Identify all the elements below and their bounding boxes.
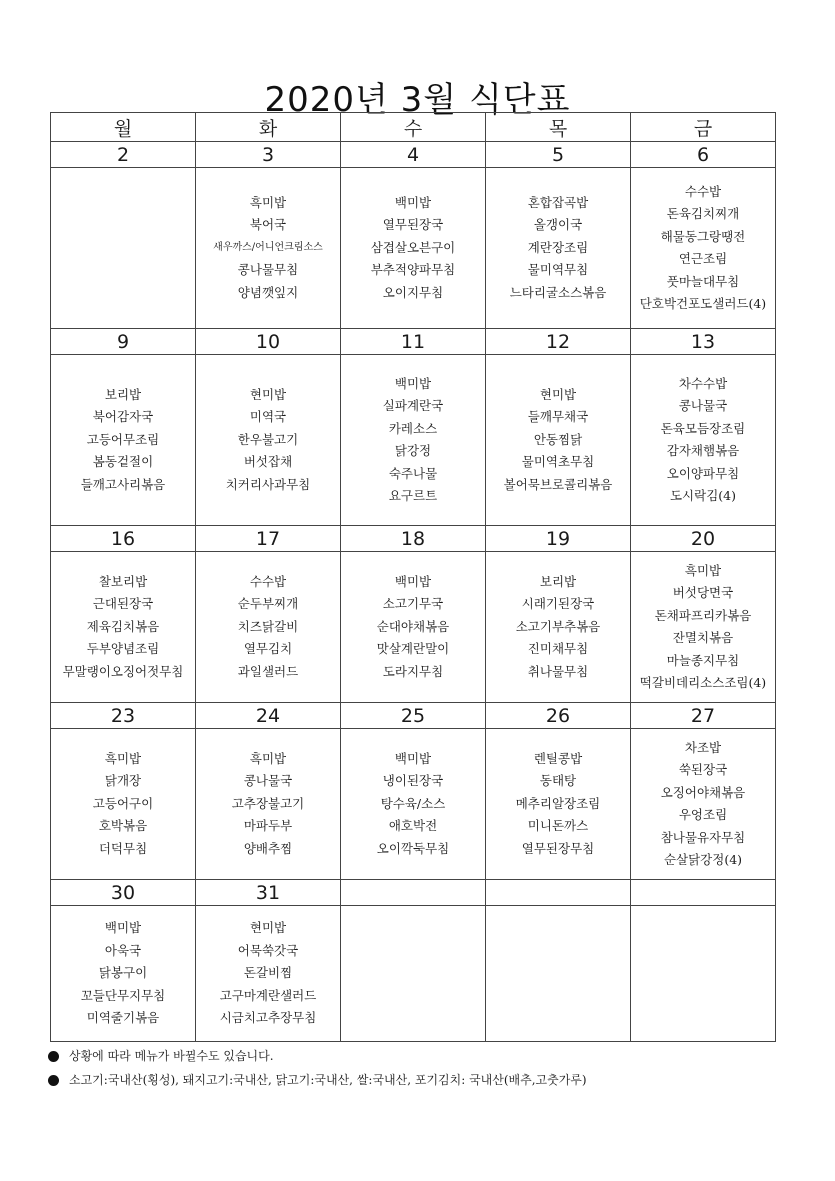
menu-item: 시래기된장국 (521, 596, 595, 612)
menu-item: 계란장조림 (527, 239, 589, 255)
bullet-icon (48, 1051, 59, 1062)
menu-cell (341, 355, 486, 526)
menu-item: 올갱이국 (533, 217, 583, 233)
menu-item: 마파두부 (243, 818, 293, 834)
bullet-icon (48, 1075, 59, 1086)
menu-cell (486, 552, 631, 703)
menu-item: 콩나물국 (243, 773, 293, 789)
menu-item: 물미역초무침 (521, 454, 595, 470)
menu-item: 열무된장국 (382, 217, 444, 233)
menu-cell (486, 168, 631, 329)
menu-cell (486, 906, 631, 1042)
date-cell: 5 (486, 142, 631, 168)
menu-item: 찰보리밥 (98, 573, 148, 589)
menu-cell (51, 552, 196, 703)
menu-item: 물미역무침 (527, 262, 589, 278)
date-cell (486, 880, 631, 906)
date-cell: 6 (631, 142, 776, 168)
menu-item: 닭봉구이 (98, 965, 148, 981)
weekday-header: 월 (51, 113, 196, 142)
menu-item: 마늘종지무침 (666, 652, 740, 668)
menu-item: 도라지무침 (382, 663, 444, 679)
date-cell: 26 (486, 703, 631, 729)
menu-item: 과일샐러드 (237, 663, 299, 679)
menu-item: 취나물무침 (527, 663, 589, 679)
menu-item: 근대된장국 (92, 596, 154, 612)
date-cell: 30 (51, 880, 196, 906)
menu-item: 고등어무조림 (86, 431, 160, 447)
menu-item: 수수밥 (684, 183, 722, 199)
date-cell: 20 (631, 526, 776, 552)
menu-item: 한우불고기 (237, 431, 299, 447)
menu-item: 버섯당면국 (672, 585, 734, 600)
date-cell: 4 (341, 142, 486, 168)
menu-item: 현미밥 (539, 386, 577, 402)
menu-item: 무말랭이오징어젓무침 (62, 663, 184, 679)
menu-item: 시금치고추장무침 (219, 1010, 317, 1026)
notes-section (48, 1044, 788, 1092)
menu-cell (51, 906, 196, 1042)
menu-item: 보리밥 (539, 573, 577, 589)
menu-item: 오징어야채볶음 (660, 784, 746, 800)
menu-item: 순두부찌개 (237, 596, 299, 612)
date-row (51, 703, 776, 729)
menu-item: 닭강정 (394, 443, 432, 458)
date-cell: 24 (196, 703, 341, 729)
menu-item: 들깨고사리볶음 (80, 476, 166, 492)
note-item (48, 1068, 788, 1092)
menu-cell (631, 729, 776, 880)
menu-cell (631, 355, 776, 526)
menu-item: 오이지무침 (382, 284, 444, 300)
menu-item: 수수밥 (249, 573, 287, 589)
menu-item: 치커리사과무침 (225, 476, 311, 492)
menu-item: 차수수밥 (678, 375, 728, 391)
menu-item: 치즈닭갈비 (237, 618, 299, 634)
date-cell: 12 (486, 329, 631, 355)
menu-item: 백미밥 (394, 750, 432, 766)
menu-item: 오이깍둑무침 (376, 840, 450, 856)
date-cell: 31 (196, 880, 341, 906)
weekday-header: 목 (486, 113, 631, 142)
menu-item: 콩나물국 (678, 398, 728, 413)
menu-item: 백미밥 (394, 194, 432, 210)
menu-item: 풋마늘대무침 (666, 273, 740, 289)
menu-cell (341, 168, 486, 329)
date-cell: 16 (51, 526, 196, 552)
date-row (51, 329, 776, 355)
menu-item: 부추적양파무침 (370, 262, 456, 278)
menu-item: 떡갈비데리소스조림(4) (639, 675, 767, 690)
menu-item: 봄동겉절이 (92, 454, 154, 470)
date-cell: 25 (341, 703, 486, 729)
menu-cell (196, 729, 341, 880)
menu-item: 북어감자국 (92, 409, 154, 425)
menu-item: 어묵쑥갓국 (237, 942, 299, 958)
menu-item: 고추장불고기 (231, 795, 305, 811)
menu-row (51, 552, 776, 703)
menu-item: 보리밥 (104, 386, 142, 402)
menu-item: 호박볶음 (98, 818, 148, 834)
menu-cell (51, 729, 196, 880)
menu-item: 새우까스/어니언크림소스 (213, 241, 323, 253)
date-row (51, 142, 776, 168)
menu-item: 열무된장무침 (521, 840, 595, 856)
weekday-header-row (51, 113, 776, 142)
menu-row (51, 729, 776, 880)
menu-item: 꼬들단무지무침 (80, 987, 166, 1003)
date-cell: 13 (631, 329, 776, 355)
menu-item: 미역줄기볶음 (86, 1010, 160, 1026)
menu-cell (196, 355, 341, 526)
menu-item: 메추리알장조림 (515, 795, 601, 811)
menu-item: 양배추찜 (243, 840, 293, 856)
date-cell: 17 (196, 526, 341, 552)
menu-row (51, 355, 776, 526)
menu-item: 동태탕 (539, 773, 577, 789)
menu-item: 렌틸콩밥 (533, 750, 583, 766)
menu-item: 볼어묵브로콜리볶음 (503, 476, 613, 492)
date-cell: 23 (51, 703, 196, 729)
menu-item: 흑미밥 (249, 750, 287, 766)
meal-calendar-table (50, 112, 776, 1042)
menu-item: 아욱국 (104, 942, 142, 958)
menu-item: 콩나물무침 (237, 262, 299, 278)
menu-item: 해물동그랑땡전 (660, 228, 746, 244)
menu-row (51, 906, 776, 1042)
date-cell: 27 (631, 703, 776, 729)
menu-cell (196, 552, 341, 703)
menu-item: 느타리굴소스볶음 (509, 284, 607, 300)
menu-cell (196, 168, 341, 329)
menu-item: 순살닭강정(4) (663, 852, 743, 867)
menu-item: 삼겹살오븐구이 (370, 239, 456, 255)
menu-item: 돈육김치찌개 (666, 206, 740, 221)
menu-item: 오이양파무침 (666, 465, 740, 481)
menu-item: 참나물유자무침 (660, 829, 746, 845)
menu-item: 들깨무채국 (527, 409, 589, 425)
menu-item: 흑미밥 (684, 562, 722, 578)
menu-cell (486, 729, 631, 880)
menu-item: 현미밥 (249, 920, 287, 936)
weekday-header: 수 (341, 113, 486, 142)
menu-cell (631, 906, 776, 1042)
menu-item: 애호박전 (388, 818, 438, 834)
menu-item: 혼합잡곡밥 (527, 194, 589, 210)
menu-item: 고구마계란샐러드 (219, 987, 317, 1003)
date-row (51, 526, 776, 552)
date-cell: 19 (486, 526, 631, 552)
menu-item: 북어국 (249, 217, 287, 233)
date-cell: 11 (341, 329, 486, 355)
date-cell: 3 (196, 142, 341, 168)
menu-item: 더덕무침 (98, 840, 148, 856)
date-cell: 2 (51, 142, 196, 168)
menu-item: 도시락김(4) (669, 488, 736, 503)
menu-cell (196, 906, 341, 1042)
menu-row (51, 168, 776, 329)
menu-item: 잔멸치볶음 (672, 630, 734, 645)
menu-item: 소고기무국 (382, 596, 444, 612)
page-title: 2020년 3월 식단표 (264, 80, 571, 120)
menu-cell (341, 552, 486, 703)
menu-cell (341, 729, 486, 880)
menu-item: 흑미밥 (104, 750, 142, 766)
menu-item: 돈갈비찜 (243, 965, 293, 981)
calendar-body (51, 142, 776, 1042)
menu-item: 돈채파프리카볶음 (654, 607, 752, 623)
date-cell: 10 (196, 329, 341, 355)
date-cell (631, 880, 776, 906)
date-row (51, 880, 776, 906)
menu-item: 단호박건포도샐러드(4) (639, 296, 767, 311)
menu-cell (51, 355, 196, 526)
menu-item: 탕수육/소스 (380, 795, 446, 811)
menu-item: 요구르트 (388, 488, 438, 503)
note-text: 소고기:국내산(횡성), 돼지고기:국내산, 닭고기:국내산, 쌀:국내산, 포기김치: 국내산(배추,고춧가루) (69, 1073, 587, 1087)
menu-item: 감자채햄볶음 (666, 443, 740, 458)
date-cell (341, 880, 486, 906)
menu-item: 숙주나물 (388, 465, 438, 481)
menu-cell (341, 906, 486, 1042)
menu-item: 현미밥 (249, 386, 287, 402)
note-text: 상황에 따라 메뉴가 바뀔수도 있습니다. (69, 1049, 274, 1063)
menu-item: 닭개장 (104, 773, 142, 789)
menu-cell (486, 355, 631, 526)
date-cell: 18 (341, 526, 486, 552)
date-cell: 9 (51, 329, 196, 355)
note-item (48, 1044, 788, 1068)
menu-item: 두부양념조림 (86, 641, 160, 657)
menu-item: 미역국 (249, 409, 287, 425)
menu-item: 진미채무침 (527, 641, 589, 657)
menu-item: 우엉조림 (678, 807, 728, 822)
menu-item: 실파계란국 (382, 398, 444, 413)
weekday-header: 화 (196, 113, 341, 142)
menu-item: 순대야채볶음 (376, 618, 450, 634)
menu-item: 제육김치볶음 (86, 618, 160, 634)
menu-item: 양념깻잎지 (237, 284, 299, 300)
menu-item: 미니돈까스 (527, 818, 589, 834)
menu-item: 백미밥 (104, 920, 142, 936)
menu-item: 맛살계란말이 (376, 641, 450, 657)
menu-cell (631, 168, 776, 329)
menu-item: 돈육모듬장조림 (660, 420, 746, 436)
menu-item: 고등어구이 (92, 795, 154, 811)
menu-item: 소고기부추볶음 (515, 618, 601, 634)
menu-item: 흑미밥 (249, 194, 287, 210)
menu-item: 열무김치 (243, 641, 293, 657)
menu-cell (51, 168, 196, 329)
menu-cell (631, 552, 776, 703)
menu-item: 냉이된장국 (382, 773, 444, 789)
menu-item: 카레소스 (388, 420, 438, 436)
menu-item: 차조밥 (684, 739, 722, 755)
menu-item: 백미밥 (394, 573, 432, 589)
menu-item: 백미밥 (394, 375, 432, 391)
menu-item: 쑥된장국 (678, 762, 728, 777)
menu-item: 안동찜닭 (533, 431, 583, 447)
menu-item: 연근조림 (678, 251, 728, 266)
menu-item: 버섯잡채 (243, 454, 293, 470)
weekday-header: 금 (631, 113, 776, 142)
